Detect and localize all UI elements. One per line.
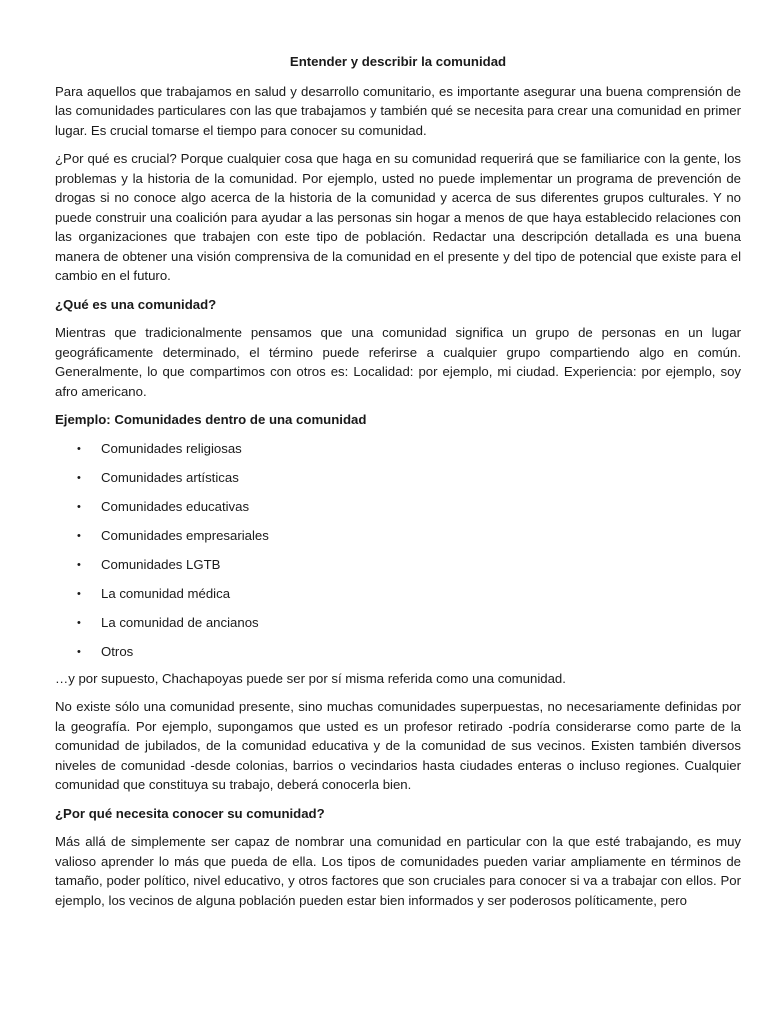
definition-paragraph: Mientras que tradicionalmente pensamos que una comunidad significa un grupo de personas en un lugar geográficamente determinado, el término puede referirse a cualquier grupo compartiendo algo en común. Generalmente, lo que compartimos con otros es: Localidad: por ejemplo, mi ciudad. Experiencia: por ejemplo, soy afro americano. <box>55 325 741 399</box>
bullet-icon: • <box>77 442 81 455</box>
bullet-icon: • <box>77 471 81 484</box>
list-item-text: Comunidades artísticas <box>101 469 239 485</box>
intro-paragraph-2: ¿Por qué es crucial? Porque cualquier cosa que haga en su comunidad requerirá que se familiarice con la gente, los problemas y la historia de la comunidad. Por ejemplo, usted no puede implementar un programa de prevención de drogas si no conoce algo acerca de la historia de la comunidad y acerca de sus diferentes grupos culturales. Y no puede construir una coalición para ayudar a las personas sin hogar a menos de que haya establecido relaciones con las organizaciones que trabajen con este tipo de población. Redactar una descripción detallada es una buena manera de obtener una visión comprensiva de la comunidad en el presente y del tipo de potencial que existe para el cambio en el futuro. <box>55 151 741 283</box>
list-item-text: La comunidad de ancianos <box>101 614 259 630</box>
list-item <box>55 497 741 526</box>
document-title: Entender y describir la comunidad <box>289 54 507 69</box>
list-item <box>55 526 741 555</box>
overlap-paragraph: No existe sólo una comunidad presente, sino muchas comunidades superpuestas, no necesariamente definidas por la geografía. Por ejemplo, supongamos que usted es un profesor retirado -podría considerarse como parte de la comunidad de jubilados, de la comunidad educativa y de la comunidad de sus vecinos. Existen también diversos niveles de comunidad -desde colonias, barrios o vecindarios hasta ciudades enteras o incluso regiones. Cualquier comunidad que constituya su trabajo, deberá conocerla bien. <box>55 699 741 792</box>
list-item-text: Comunidades LGTB <box>101 556 221 572</box>
list-item <box>55 468 741 497</box>
intro-paragraph-1: Para aquellos que trabajamos en salud y desarrollo comunitario, es importante asegurar una buena comprensión de las comunidades particulares con las que trabajamos y también qué se necesita para crear una comunidad en primer lugar. Es crucial tomarse el tiempo para conocer su comunidad. <box>55 83 741 138</box>
list-item <box>55 642 741 671</box>
list-item-text: La comunidad médica <box>101 585 231 601</box>
bullet-icon: • <box>77 616 81 629</box>
bullet-icon: • <box>77 645 81 658</box>
section-heading-what-is-community: ¿Qué es una comunidad? <box>55 296 217 312</box>
list-item <box>55 439 741 468</box>
bullet-icon: • <box>77 500 81 513</box>
why-paragraph: Más allá de simplemente ser capaz de nombrar una comunidad en particular con la que esté trabajando, es muy valioso aprender lo más que pueda de ella. Los tipos de comunidades pueden variar ampliamente en términos de tamaño, poder político, nivel educativo, y otros factores que son cruciales para conocer si va a trabajar con ellos. Por ejemplo, los vecinos de alguna población pueden estar bien informados y ser poderosos políticamente, pero <box>55 834 741 908</box>
list-item-text: Otros <box>101 643 134 659</box>
list-item <box>55 555 741 584</box>
list-item-text: Comunidades educativas <box>101 498 250 514</box>
bullet-icon: • <box>77 558 81 571</box>
bullet-icon: • <box>77 529 81 542</box>
list-item <box>55 584 741 613</box>
list-item <box>55 613 741 642</box>
document-page <box>55 52 741 919</box>
section-heading-why-know: ¿Por qué necesita conocer su comunidad? <box>55 805 325 821</box>
list-item-text: Comunidades empresariales <box>101 527 269 543</box>
community-list <box>55 439 741 671</box>
bullet-icon: • <box>77 587 81 600</box>
after-list-paragraph: …y por supuesto, Chachapoyas puede ser por sí misma referida como una comunidad. <box>55 670 566 686</box>
list-item-text: Comunidades religiosas <box>101 440 242 456</box>
example-heading: Ejemplo: Comunidades dentro de una comunidad <box>55 412 367 427</box>
